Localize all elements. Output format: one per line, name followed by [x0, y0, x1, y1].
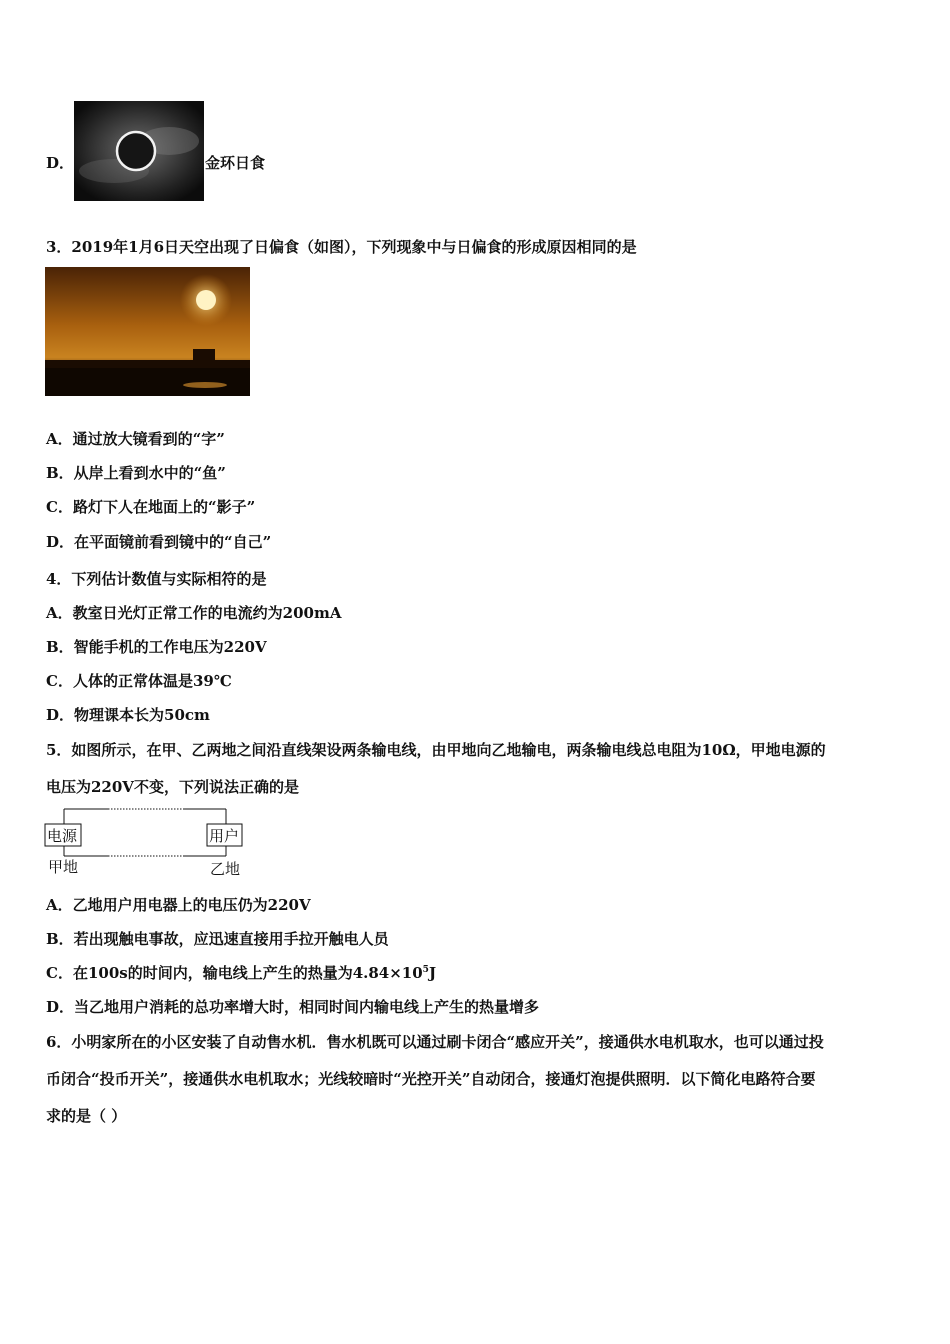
q3-option-b: B．从岸上看到水中的“鱼” — [46, 464, 226, 482]
q5-option-c-text: C．在100s的时间内，输电线上产生的热量为4.84×10 — [46, 964, 423, 982]
q3-option-c: C．路灯下人在地面上的“影子” — [46, 498, 256, 516]
q5-option-c — [46, 962, 436, 983]
transmission-line-diagram — [44, 806, 248, 876]
q5-option-d: D．当乙地用户消耗的总功率增大时，相同时间内输电线上产生的热量增多 — [46, 998, 540, 1016]
q3-option-d: D．在平面镜前看到镜中的“自己” — [46, 533, 272, 551]
q4-option-c: C．人体的正常体温是39℃ — [46, 672, 232, 690]
q5-option-c-unit: J — [428, 964, 437, 982]
place-yi-label: 乙地 — [210, 860, 241, 876]
q2-option-d-label: D． — [46, 154, 75, 172]
q5-stem-line1: 5．如图所示，在甲、乙两地之间沿直线架设两条输电线，由甲地向乙地输电，两条输电线总电阻为10Ω，甲地电源的 — [46, 741, 826, 759]
q5-option-c-exponent: 5 — [422, 965, 429, 975]
partial-eclipse-sunset-photo — [45, 267, 250, 396]
q2-option-d-caption: 金环日食 — [205, 154, 266, 172]
q4-option-b: B．智能手机的工作电压为220V — [46, 638, 267, 656]
q5-option-a: A．乙地用户用电器上的电压仍为220V — [46, 896, 311, 914]
annular-eclipse-photo — [74, 101, 204, 201]
q6-stem-line1: 6．小明家所在的小区安装了自动售水机．售水机既可以通过刷卡闭合“感应开关”，接通供水电机取水，也可以通过投 — [46, 1033, 824, 1051]
q6-stem-line2: 币闭合“投币开关”，接通供水电机取水；光线较暗时“光控开关”自动闭合，接通灯泡提供照明．以下简化电路符合要 — [46, 1070, 816, 1088]
q4-stem: 4．下列估计数值与实际相符的是 — [46, 570, 267, 588]
q3-option-a: A．通过放大镜看到的“字” — [46, 430, 225, 448]
q4-option-a: A．教室日光灯正常工作的电流约为200mA — [46, 604, 342, 622]
power-source-label: 电源 — [47, 827, 78, 845]
q4-option-d: D．物理课本长为50cm — [46, 706, 210, 724]
q6-stem-line3: 求的是（ ） — [46, 1107, 127, 1125]
user-label: 用户 — [209, 827, 240, 845]
q3-stem: 3．2019年1月6日天空出现了日偏食（如图），下列现象中与日偏食的形成原因相同的是 — [46, 238, 637, 256]
q5-option-b: B．若出现触电事故，应迅速直接用手拉开触电人员 — [46, 930, 389, 948]
q5-stem-line2: 电压为220V不变，下列说法正确的是 — [46, 778, 299, 796]
place-jia-label: 甲地 — [48, 858, 79, 876]
